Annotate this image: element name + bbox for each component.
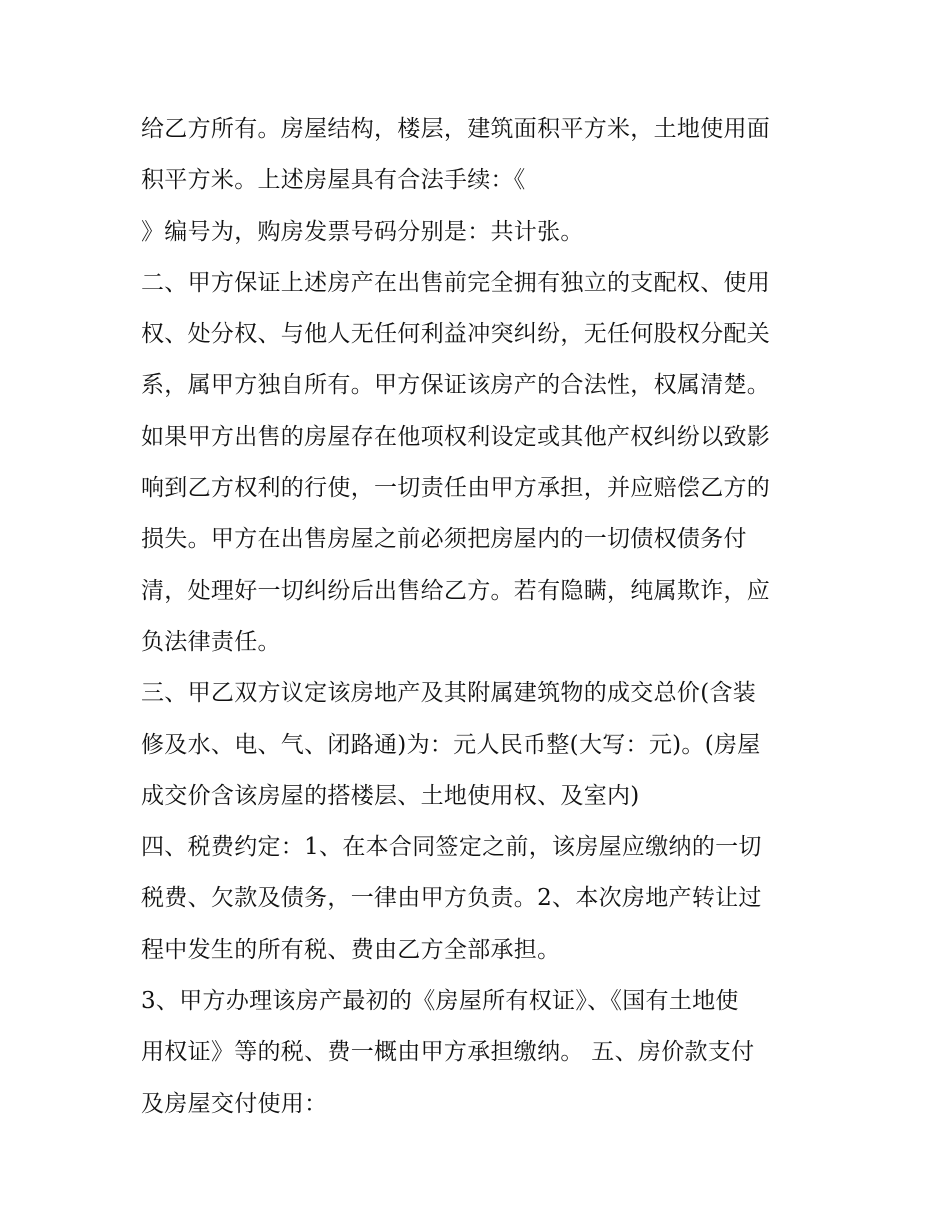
text-line: 系，属甲方独自所有。甲方保证该房产的合法性，权属清楚。 [141,372,771,399]
contract-body-text [141,104,821,1130]
text-line: 3、甲方办理该房产最初的《房屋所有权证》、《国有土地使 [141,988,739,1015]
text-line: 二、甲方保证上述房产在出售前完全拥有独立的支配权、使用 [141,269,771,296]
text-line: 程中发生的所有税、费由乙方全部承担。 [141,936,561,963]
text-line: 四、税费约定：1、在本合同签定之前，该房屋应缴纳的一切 [141,834,762,861]
text-line: 权、处分权、与他人无任何利益冲突纠纷，无任何股权分配关 [141,321,771,348]
text-line: 成交价含该房屋的搭楼层、土地使用权、及室内) [141,782,640,809]
text-line: 损失。甲方在出售房屋之前必须把房屋内的一切债权债务付 [141,526,747,553]
text-line: 用权证》等的税、费一概由甲方承担缴纳。 五、房价款支付 [141,1039,755,1066]
text-line: 响到乙方权利的行使，一切责任由甲方承担，并应赔偿乙方的 [141,475,771,502]
text-line: 税费、欠款及债务，一律由甲方负责。2、本次房地产转让过 [141,885,762,912]
text-line: 积平方米。上述房屋具有合法手续：《 [141,167,526,194]
text-line: 清，处理好一切纠纷后出售给乙方。若有隐瞒，纯属欺诈，应 [141,577,771,604]
text-line: 负法律责任。 [141,628,281,655]
text-line: 及房屋交付使用： [141,1090,328,1117]
text-line: 如果甲方出售的房屋存在他项权利设定或其他产权纠纷以致影 [141,423,771,450]
text-line: 修及水、电、气、闭路通)为：元人民币整(大写：元)。(房屋 [141,731,761,758]
text-line: 给乙方所有。房屋结构，楼层，建筑面积平方米，土地使用面 [141,116,771,142]
text-line: 三、甲乙双方议定该房地产及其附属建筑物的成交总价(含装 [141,680,757,707]
text-line: 》编号为，购房发票号码分别是：共计张。 [141,218,584,245]
